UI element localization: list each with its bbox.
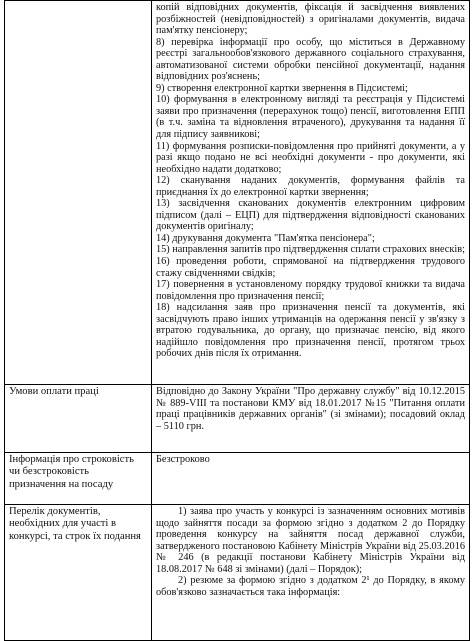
documents-label: Перелік документів, необхідних для участі в конкурсі, та строк їх подання	[5, 505, 152, 641]
term-info-label: Інформація про строковість чи безстроковість призначення на посаду	[5, 453, 152, 505]
pay-terms-label: Умови оплати праці	[5, 385, 152, 453]
list-item: 16) проведення роботи, спрямованої на підтвердження трудового стажу свідченнями свідків;	[156, 256, 465, 279]
list-item: копій відповідних документів, фіксація й засвідчення виявлених розбіжностей (невідповідностей) з оригіналами документів, видача пам'ятку пенсіонеру;	[156, 2, 465, 37]
list-item: 15) направлення запитів про підтвердження сплати страхових внесків;	[156, 244, 465, 256]
empty-label-cell	[5, 1, 152, 385]
table-row	[5, 505, 470, 641]
list-item: 13) засвідчення сканованих документів електронним цифровим підписом (далі – ЕЦП) для підтвердження відповідності сканованих документів оригіналу;	[156, 198, 465, 233]
table-row	[5, 385, 470, 453]
list-item: 11) формування розписки-повідомлення про прийняті документи, а у разі якщо подано не всі необхідні документи - про документи, які необхідно надати додатково;	[156, 140, 465, 175]
pay-terms-value: Відповідно до Закону України "Про державну службу" від 10.12.2015 № 889-VIII та постанови КМУ від 18.01.2017 №15 "Питання оплати праці працівників державних органів" (зі змінами); посадовий оклад – 5110 грн.	[152, 385, 470, 453]
list-item: 10) формування в електронному вигляді та реєстрація у Підсистемі заяви про призначення (перерахунок тощо) пенсії, виготовлення ЕПП (в т.ч. заміна та відновлення втраченого), друкування та надання її для підпису заявникові;	[156, 94, 465, 141]
list-item: 2) резюме за формою згідно з додатком 2¹ до Порядку, в якому обов'язково зазначається така інформація:	[156, 575, 465, 598]
duties-list-cell	[152, 1, 470, 385]
list-item: 12) сканування наданих документів, формування файлів та приєднання їх до електронної картки звернення;	[156, 175, 465, 198]
table-row	[5, 1, 470, 385]
documents-list-cell	[152, 505, 470, 641]
list-item: 8) перевірка інформації про особу, що міститься в Державному реєстрі загальнообов'язкового державного соціального страхування, автоматизованої системи обробки пенсійної документації, надання відповідних роз'яснень;	[156, 36, 465, 83]
vacancy-table	[4, 0, 470, 641]
list-item: 9) створення електронної картки звернення в Підсистемі;	[156, 82, 408, 94]
table-row	[5, 453, 470, 505]
list-item: 14) друкування документа "Пам'ятка пенсіонера";	[156, 232, 375, 244]
list-item: 18) надсилання заяв про призначення пенсії та документів, які засвідчують право інших утриманців на одержання пенсії у зв'язку з втратою годувальника, до органу, що призначає пенсію, від якого надійшло повідомлення про призначення пенсії, протягом трьох робочих днів після їх отримання.	[156, 302, 465, 360]
list-item: 17) повернення в установленому порядку трудової книжки та видача повідомлення про призначення пенсії;	[156, 279, 465, 302]
term-info-value: Безстроково	[152, 453, 470, 505]
list-item: 1) заява про участь у конкурсі із зазначенням основних мотивів щодо зайняття посади за формою згідно з додатком 2 до Порядку проведення конкурсу на зайняття посад державної служби, затвердженого постановою Кабінету Міністрів України від 25.03.2016 № 246 (в редакції постанови Кабінету Міністрів України від 18.08.2017 № 648 зі змінами) (далі – Порядок);	[156, 506, 465, 575]
